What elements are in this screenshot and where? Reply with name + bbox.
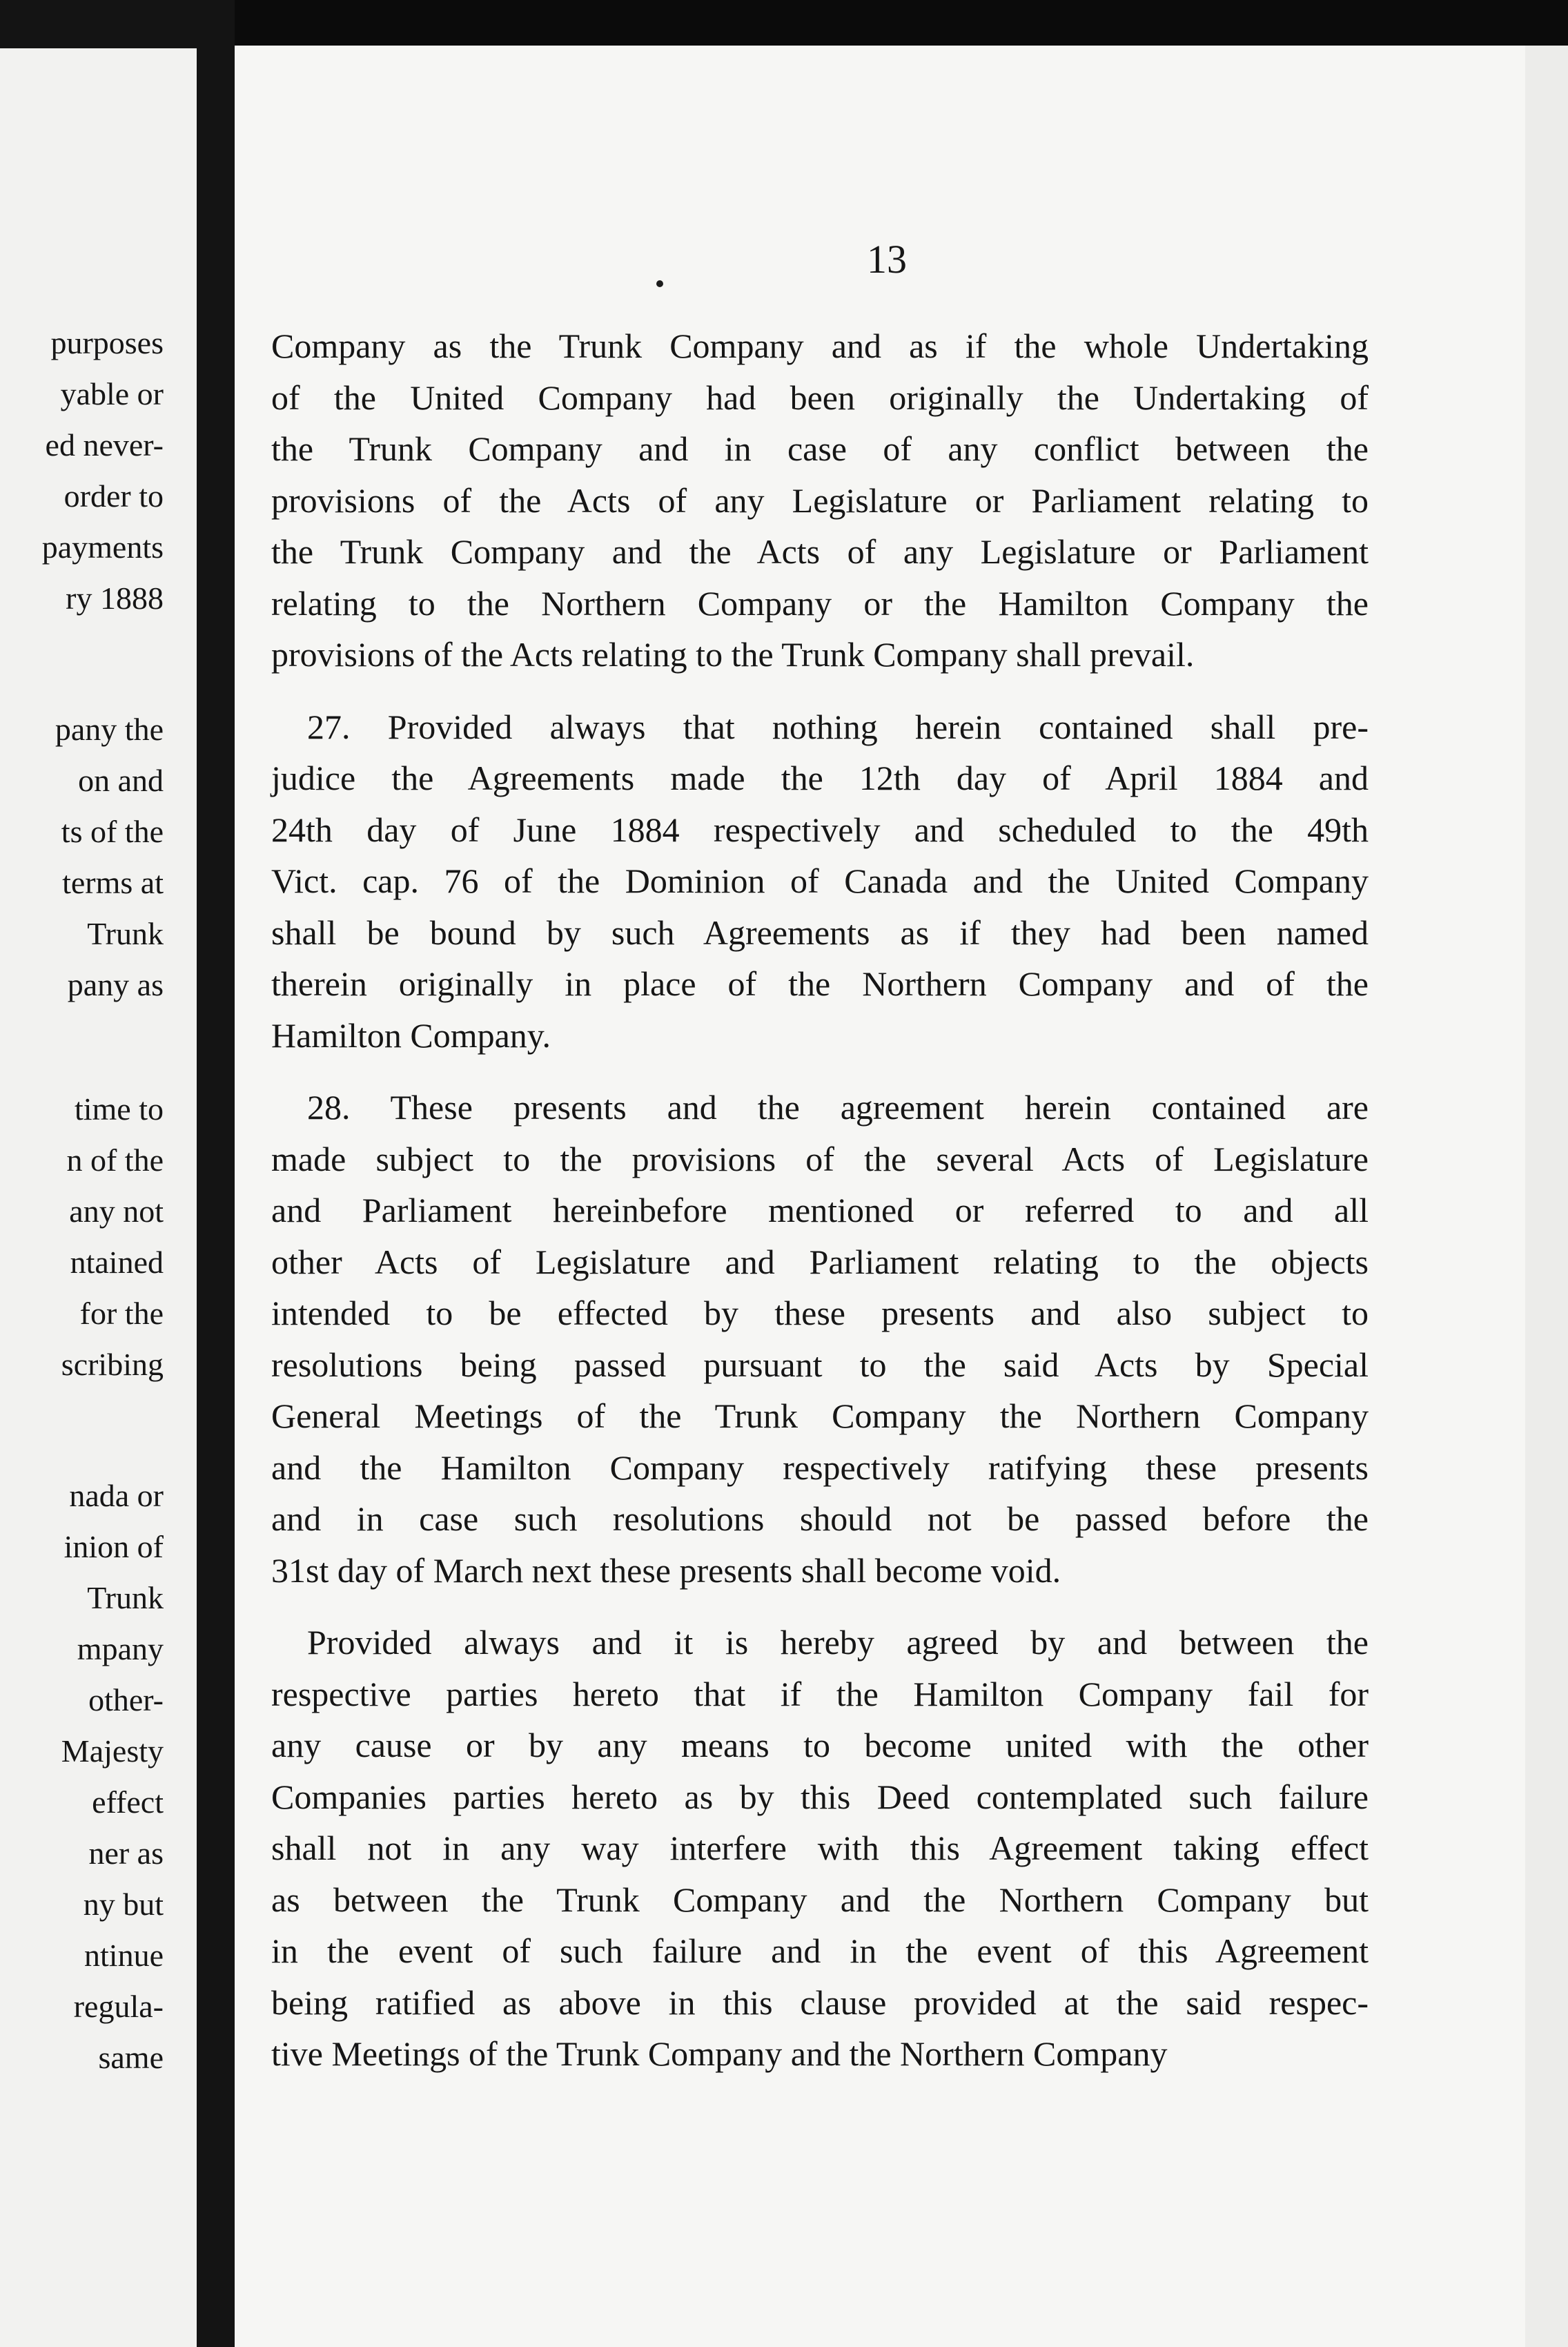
text-line: provisions of the Acts of any Legislature or Parliament relating to — [271, 480, 1369, 520]
text-line: the Trunk Company and in case of any conflict between the — [271, 429, 1369, 468]
page-number: 13 — [867, 237, 907, 282]
text-line: Provided always and it is hereby agreed by and between the — [307, 1623, 1369, 1662]
facing-page-line: pany as — [67, 967, 164, 1002]
facing-page-line: other- — [88, 1682, 164, 1717]
facing-page-line: Majesty — [61, 1733, 164, 1769]
text-line: as between the Trunk Company and the Northern Company but — [271, 1880, 1369, 1919]
facing-page-line: inion of — [63, 1529, 164, 1564]
facing-page-block-4 — [0, 1470, 197, 2083]
document-page — [235, 46, 1525, 2347]
facing-page-block-1 — [0, 318, 197, 624]
facing-page-line: ny but — [83, 1887, 164, 1922]
page-edge — [1525, 46, 1568, 2347]
facing-page-line: payments — [41, 529, 164, 565]
text-line: and Parliament hereinbefore mentioned or referred to and all — [271, 1191, 1369, 1229]
text-line: 28. These presents and the agreement herein contained are — [307, 1088, 1369, 1127]
facing-page-line: scribing — [61, 1347, 164, 1382]
text-line: relating to the Northern Company or the Hamilton Company the — [271, 583, 1369, 623]
text-line: the Trunk Company and the Acts of any Legislature or Parliament — [271, 532, 1369, 571]
text-line: Hamilton Company. — [271, 1015, 551, 1055]
facing-page-line: any not — [69, 1194, 164, 1229]
facing-page-line: effect — [92, 1784, 164, 1820]
facing-page-block-2 — [0, 704, 197, 1011]
text-line: Vict. cap. 76 of the Dominion of Canada and the United Company — [271, 861, 1369, 900]
paragraph-proviso — [271, 1617, 1369, 2080]
text-line: made subject to the provisions of the several Acts of Legislature — [271, 1139, 1369, 1178]
facing-page-line: terms at — [62, 865, 164, 900]
facing-page-block-3 — [0, 1084, 197, 1390]
facing-page-line: for the — [79, 1296, 164, 1331]
paragraph-28 — [271, 1082, 1369, 1596]
text-line: provisions of the Acts relating to the Trunk Company shall prevail. — [271, 635, 1195, 674]
text-line: judice the Agreements made the 12th day of April 1884 and — [271, 759, 1369, 797]
facing-page-line: n of the — [66, 1142, 164, 1178]
text-line: resolutions being passed pursuant to the said Acts by Special — [271, 1345, 1369, 1384]
paragraph-27 — [271, 701, 1369, 1062]
facing-page-line: ntinue — [84, 1938, 164, 1973]
text-line: and the Hamilton Company respectively ratifying these presents — [271, 1448, 1369, 1487]
facing-page-line: Trunk — [87, 916, 164, 951]
text-line: Companies parties hereto as by this Deed contemplated such failure — [271, 1777, 1369, 1816]
text-line: tive Meetings of the Trunk Company and the Northern Company — [271, 2034, 1168, 2073]
facing-page-line: ry 1888 — [66, 581, 164, 616]
text-line: respective parties hereto that if the Hamilton Company fail for — [271, 1674, 1369, 1713]
facing-page-line: regula- — [73, 1989, 164, 2024]
text-line: Company as the Trunk Company and as if the whole Undertaking — [271, 327, 1369, 365]
text-line: 27. Provided always that nothing herein contained shall pre- — [307, 707, 1369, 746]
text-line: General Meetings of the Trunk Company the Northern Company — [271, 1396, 1369, 1435]
text-line: 24th day of June 1884 respectively and scheduled to the 49th — [271, 810, 1369, 849]
facing-page-line: ts of the — [61, 814, 164, 849]
text-line: any cause or by any means to become united with the other — [271, 1726, 1369, 1764]
paragraph-continuation — [271, 320, 1369, 681]
facing-page-fragment — [0, 48, 197, 2347]
facing-page-line: ntained — [70, 1245, 164, 1280]
facing-page-line: nada or — [69, 1478, 164, 1513]
facing-page-line: on and — [78, 763, 164, 798]
scan-top-border — [0, 0, 1568, 41]
text-line: 31st day of March next these presents shall become void. — [271, 1550, 1061, 1590]
facing-page-line: pany the — [55, 712, 164, 747]
ink-dot — [656, 280, 663, 287]
text-line: in the event of such failure and in the event of this Agreement — [271, 1931, 1369, 1970]
facing-page-line: time to — [74, 1091, 164, 1127]
facing-page-line: ed never- — [45, 427, 164, 462]
text-line: other Acts of Legislature and Parliament relating to the objects — [271, 1242, 1369, 1281]
text-line: intended to be effected by these presents and also subject to — [271, 1294, 1369, 1332]
text-line: therein originally in place of the Northern Company and of the — [271, 964, 1369, 1003]
facing-page-line: ner as — [88, 1835, 164, 1871]
text-line: being ratified as above in this clause provided at the said respec- — [271, 1983, 1369, 2022]
page-body — [271, 320, 1369, 2080]
facing-page-line: purposes — [50, 325, 164, 360]
facing-page-line: Trunk — [87, 1580, 164, 1615]
facing-page-line: same — [98, 2040, 164, 2075]
facing-page-line: yable or — [60, 376, 164, 411]
text-line: of the United Company had been originally the Undertaking of — [271, 378, 1369, 417]
text-line: shall not in any way interfere with this Agreement taking effect — [271, 1829, 1369, 1867]
text-line: and in case such resolutions should not be passed before the — [271, 1499, 1369, 1538]
facing-page-line: mpany — [77, 1631, 164, 1666]
text-line: shall be bound by such Agreements as if they had been named — [271, 913, 1369, 952]
facing-page-line: order to — [63, 478, 164, 514]
